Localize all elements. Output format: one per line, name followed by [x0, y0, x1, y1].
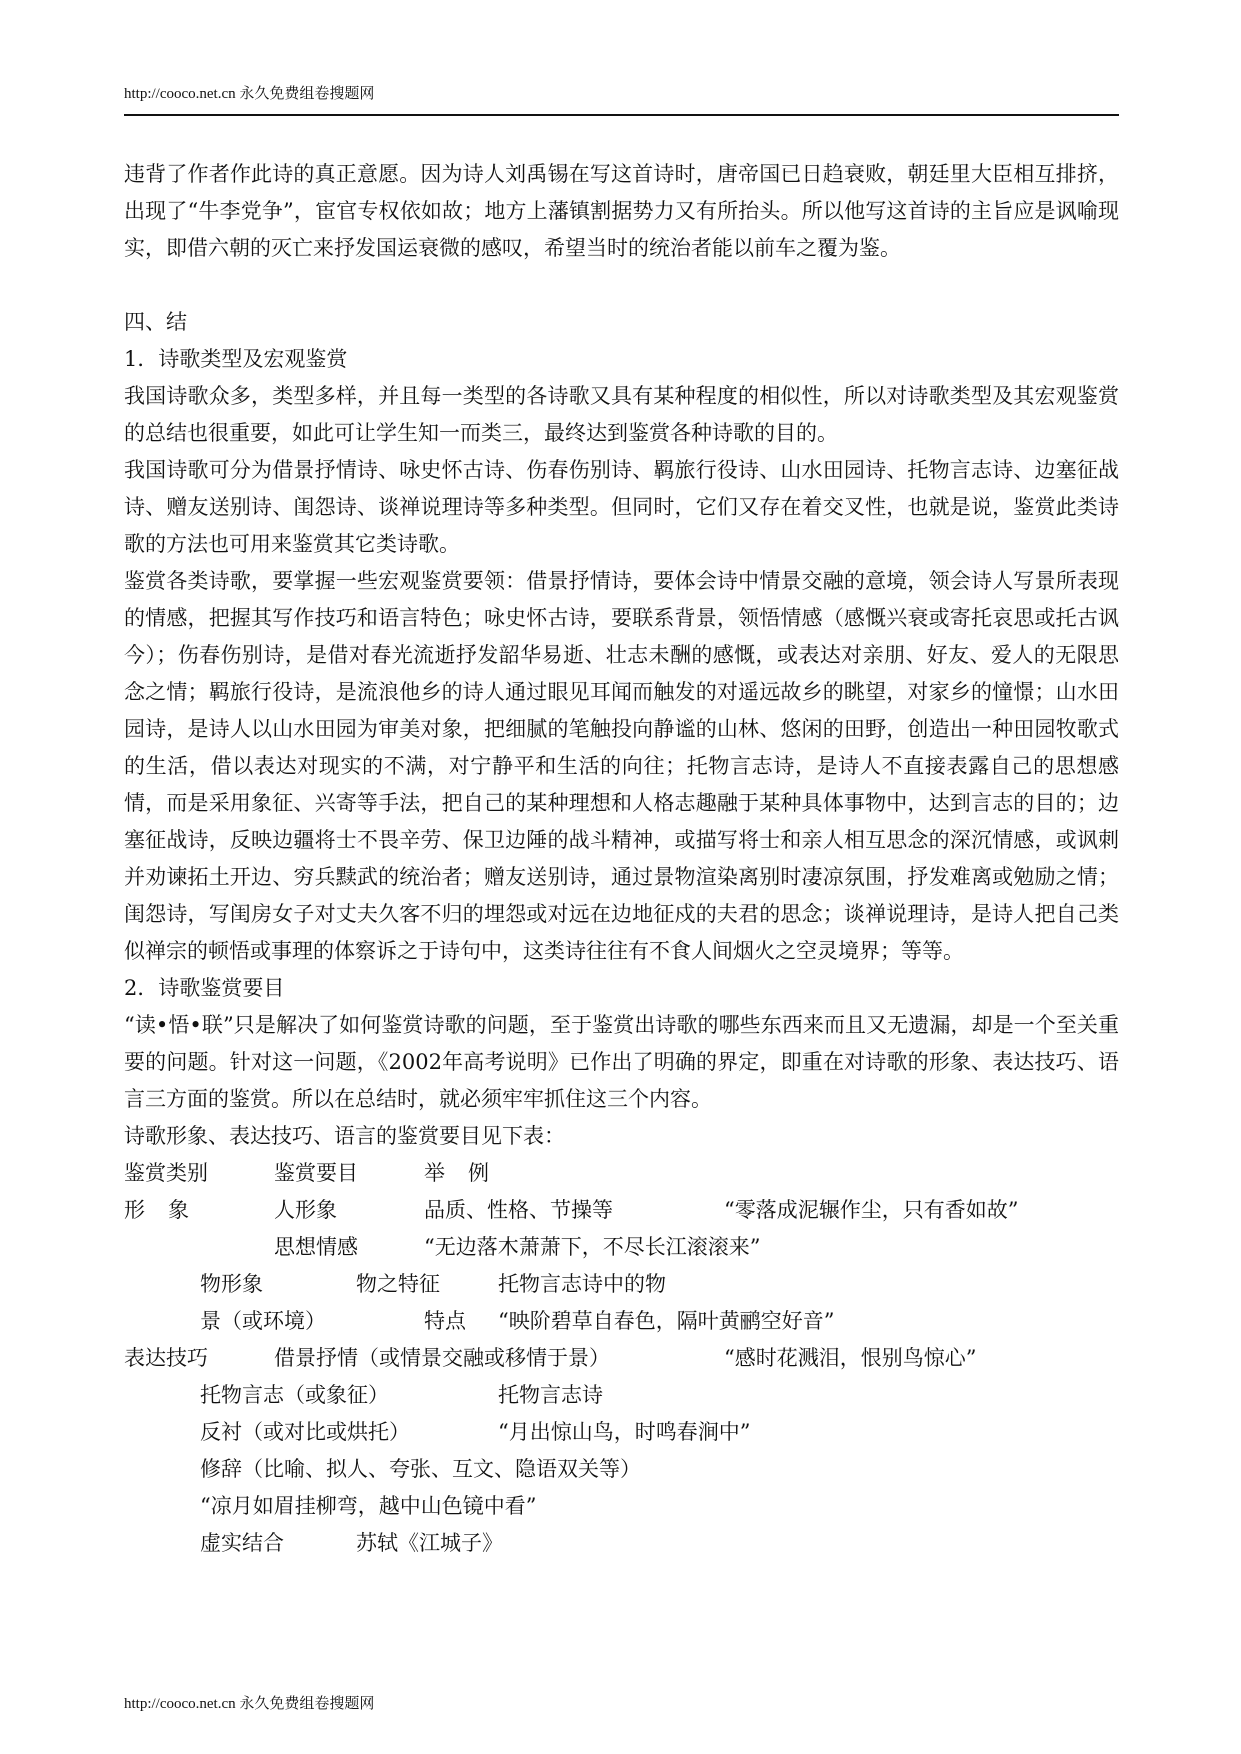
intro-paragraph: 违背了作者作此诗的真正意愿。因为诗人刘禹锡在写这首诗时，唐帝国已日趋衰败，朝廷里大臣相互排挤，出现了“牛李党争”，宦官专权依如故；地方上藩镇割据势力又有所抬头。所以他写这首诗的主旨应是讽喻现实，即借六朝的灭亡来抒发国运衰微的感叹，希望当时的统治者能以前车之覆为鉴。: [124, 162, 1119, 260]
header-rule: [124, 114, 1119, 116]
table-cell: 景（或环境）: [200, 1309, 326, 1333]
table-cell: 苏轼《江城子》: [356, 1531, 503, 1555]
table-cell: 反衬（或对比或烘托）: [200, 1420, 410, 1444]
table-row: [124, 1229, 1119, 1266]
table-row: [124, 1414, 1119, 1451]
table-cell: “无边落木萧萧下，不尽长江滚滚来”: [424, 1235, 761, 1259]
table-row: [124, 1266, 1119, 1303]
appreciation-table: [124, 1155, 1119, 1562]
table-cell: 人形象: [274, 1198, 337, 1222]
page-header: [124, 84, 1119, 104]
paragraph: 我国诗歌众多，类型多样，并且每一类型的各诗歌又具有某种程度的相似性，所以对诗歌类型及其宏观鉴赏的总结也很重要，如此可让学生知一而类三，最终达到鉴赏各种诗歌的目的。: [124, 384, 1119, 445]
footer-site-name: 永久免费组卷搜题网: [239, 1696, 375, 1712]
table-header-cell: 鉴赏类别: [124, 1161, 208, 1185]
table-cell: “凉月如眉挂柳弯，越中山色镜中看”: [200, 1494, 537, 1518]
table-cell: 修辞（比喻、拟人、夸张、互文、隐语双关等）: [200, 1457, 641, 1481]
table-row: [124, 1192, 1119, 1229]
table-cell: 虚实结合: [200, 1531, 284, 1555]
table-cell: 借景抒情（或情景交融或移情于景）: [274, 1346, 610, 1370]
table-cell: “月出惊山鸟，时鸣春涧中”: [498, 1420, 751, 1444]
table-row: [124, 1525, 1119, 1562]
table-header-row: [124, 1155, 1119, 1192]
table-cell: “感时花溅泪，恨别鸟惊心”: [724, 1346, 977, 1370]
table-row: [124, 1340, 1119, 1377]
table-header-cell: 举: [424, 1161, 445, 1185]
table-cell: 思想情感: [274, 1235, 358, 1259]
table-cell: 托物言志诗中的物: [498, 1272, 666, 1296]
table-cell: 物之特征: [356, 1272, 440, 1296]
table-cell: “零落成泥辗作尘，只有香如故”: [724, 1198, 1019, 1222]
table-row: [124, 1377, 1119, 1414]
table-cell: 物形象: [200, 1272, 263, 1296]
blank-line: [124, 267, 1119, 304]
document-body: [124, 156, 1119, 1562]
table-cell: 托物言志诗: [498, 1383, 603, 1407]
paragraph: 鉴赏各类诗歌，要掌握一些宏观鉴赏要领：借景抒情诗，要体会诗中情景交融的意境，领会诗人写景所表现的情感，把握其写作技巧和语言特色；咏史怀古诗，要联系背景，领悟情感（感慨兴衰或寄托哀思或托古讽今）；伤春伤别诗，是借对春光流逝抒发韶华易逝、壮志未酬的感慨，或表达对亲朋、好友、爱人的无限思念之情；羁旅行役诗，是流浪他乡的诗人通过眼见耳闻而触发的对遥远故乡的眺望，对家乡的憧憬；山水田园诗，是诗人以山水田园为审美对象，把细腻的笔触投向静谧的山林、悠闲的田野，创造出一种田园牧歌式的生活，借以表达对现实的不满，对宁静平和生活的向往；托物言志诗，是诗人不直接表露自己的思想感情，而是采用象征、兴寄等手法，把自己的某种理想和人格志趣融于某种具体事物中，达到言志的目的；边塞征战诗，反映边疆将士不畏辛劳、保卫边陲的战斗精神，或描写将士和亲人相互思念的深沉情感，或讽刺并劝谏拓土开边、穷兵黩武的统治者；赠友送别诗，通过景物渲染离别时凄凉氛围，抒发难离或勉励之情；闺怨诗，写闺房女子对丈夫久客不归的埋怨或对远在边地征戍的夫君的思念；谈禅说理诗，是诗人把自己类似禅宗的顿悟或事理的体察诉之于诗句中，这类诗往往有不食人间烟火之空灵境界；等等。: [124, 569, 1119, 963]
table-cell: 托物言志（或象征）: [200, 1383, 389, 1407]
table-header-cell: 例: [468, 1161, 489, 1185]
subsection-heading-1: 1．诗歌类型及宏观鉴赏: [124, 347, 348, 371]
paragraph: “读•悟•联”只是解决了如何鉴赏诗歌的问题，至于鉴赏出诗歌的哪些东西来而且又无遗漏，却是一个至关重要的问题。针对这一问题，《2002年高考说明》已作出了明确的界定，即重在对诗歌的形象、表达技巧、语言三方面的鉴赏。所以在总结时，就必须牢牢抓住这三个内容。: [124, 1013, 1119, 1111]
header-site-name: 永久免费组卷搜题网: [239, 86, 375, 102]
table-row: [124, 1451, 1119, 1488]
table-cell: “映阶碧草自春色，隔叶黄鹂空好音”: [498, 1309, 835, 1333]
page-footer: [124, 1694, 374, 1714]
table-cell: 特点: [424, 1309, 466, 1333]
table-cell: 品质、性格、节操等: [424, 1198, 613, 1222]
footer-url: http://cooco.net.cn: [124, 1696, 236, 1712]
table-row: [124, 1488, 1119, 1525]
table-header-cell: 鉴赏要目: [274, 1161, 358, 1185]
paragraph: 我国诗歌可分为借景抒情诗、咏史怀古诗、伤春伤别诗、羁旅行役诗、山水田园诗、托物言志诗、边塞征战诗、赠友送别诗、闺怨诗、谈禅说理诗等多种类型。但同时，它们又存在着交叉性，也就是说，鉴赏此类诗歌的方法也可用来鉴赏其它类诗歌。: [124, 458, 1119, 556]
table-cell: 象: [168, 1198, 189, 1222]
header-url: http://cooco.net.cn: [124, 86, 236, 102]
subsection-heading-2: 2．诗歌鉴赏要目: [124, 976, 285, 1000]
table-row: [124, 1303, 1119, 1340]
table-cell: 表达技巧: [124, 1346, 208, 1370]
section-heading: 四、结: [124, 310, 187, 334]
table-cell: 形: [124, 1198, 145, 1222]
paragraph: 诗歌形象、表达技巧、语言的鉴赏要目见下表：: [124, 1124, 565, 1148]
